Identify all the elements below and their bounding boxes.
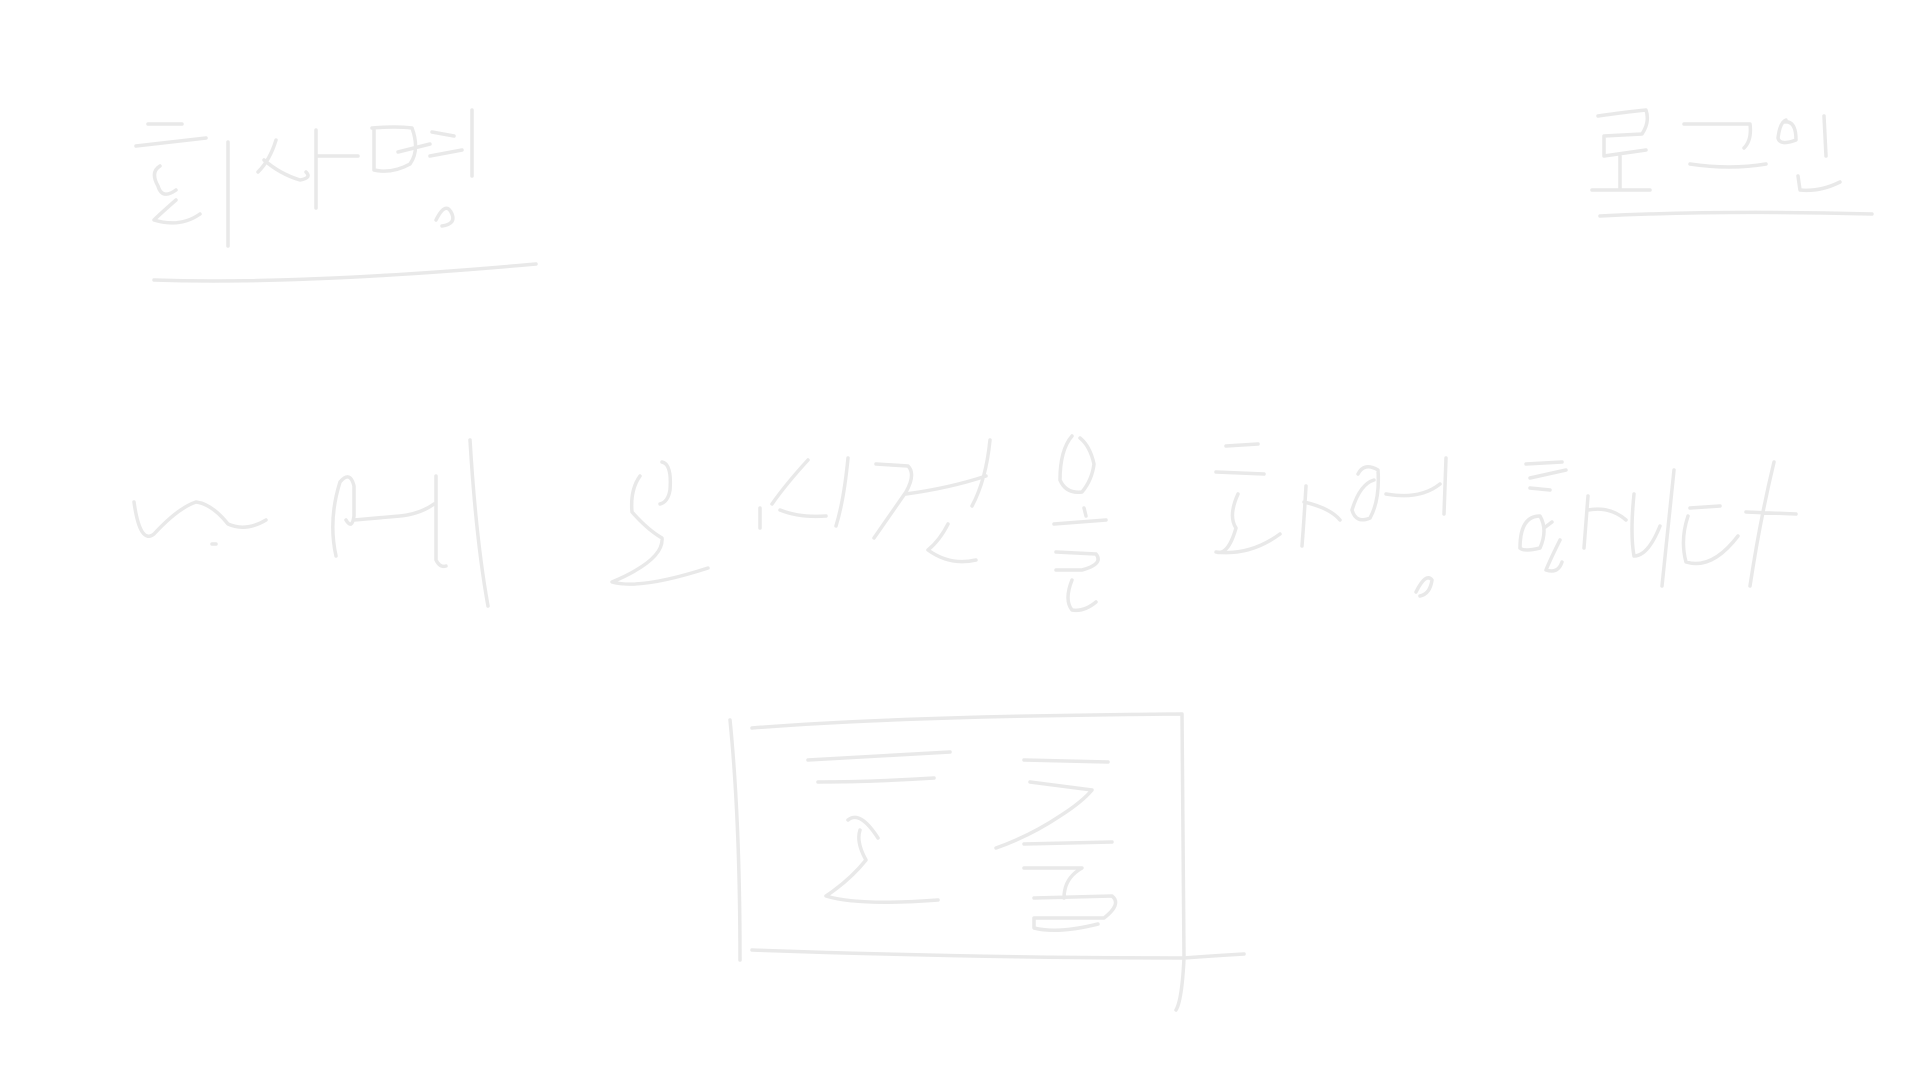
login-label	[1585, 95, 1770, 169]
company-logo[interactable]	[130, 105, 550, 285]
login-link[interactable]	[1585, 100, 1885, 225]
hero-headline-text	[120, 423, 1011, 516]
login-button[interactable]	[720, 710, 1250, 1010]
company-name-text	[130, 100, 315, 174]
hero-headline	[120, 430, 1850, 630]
login-button-label	[898, 815, 1072, 905]
